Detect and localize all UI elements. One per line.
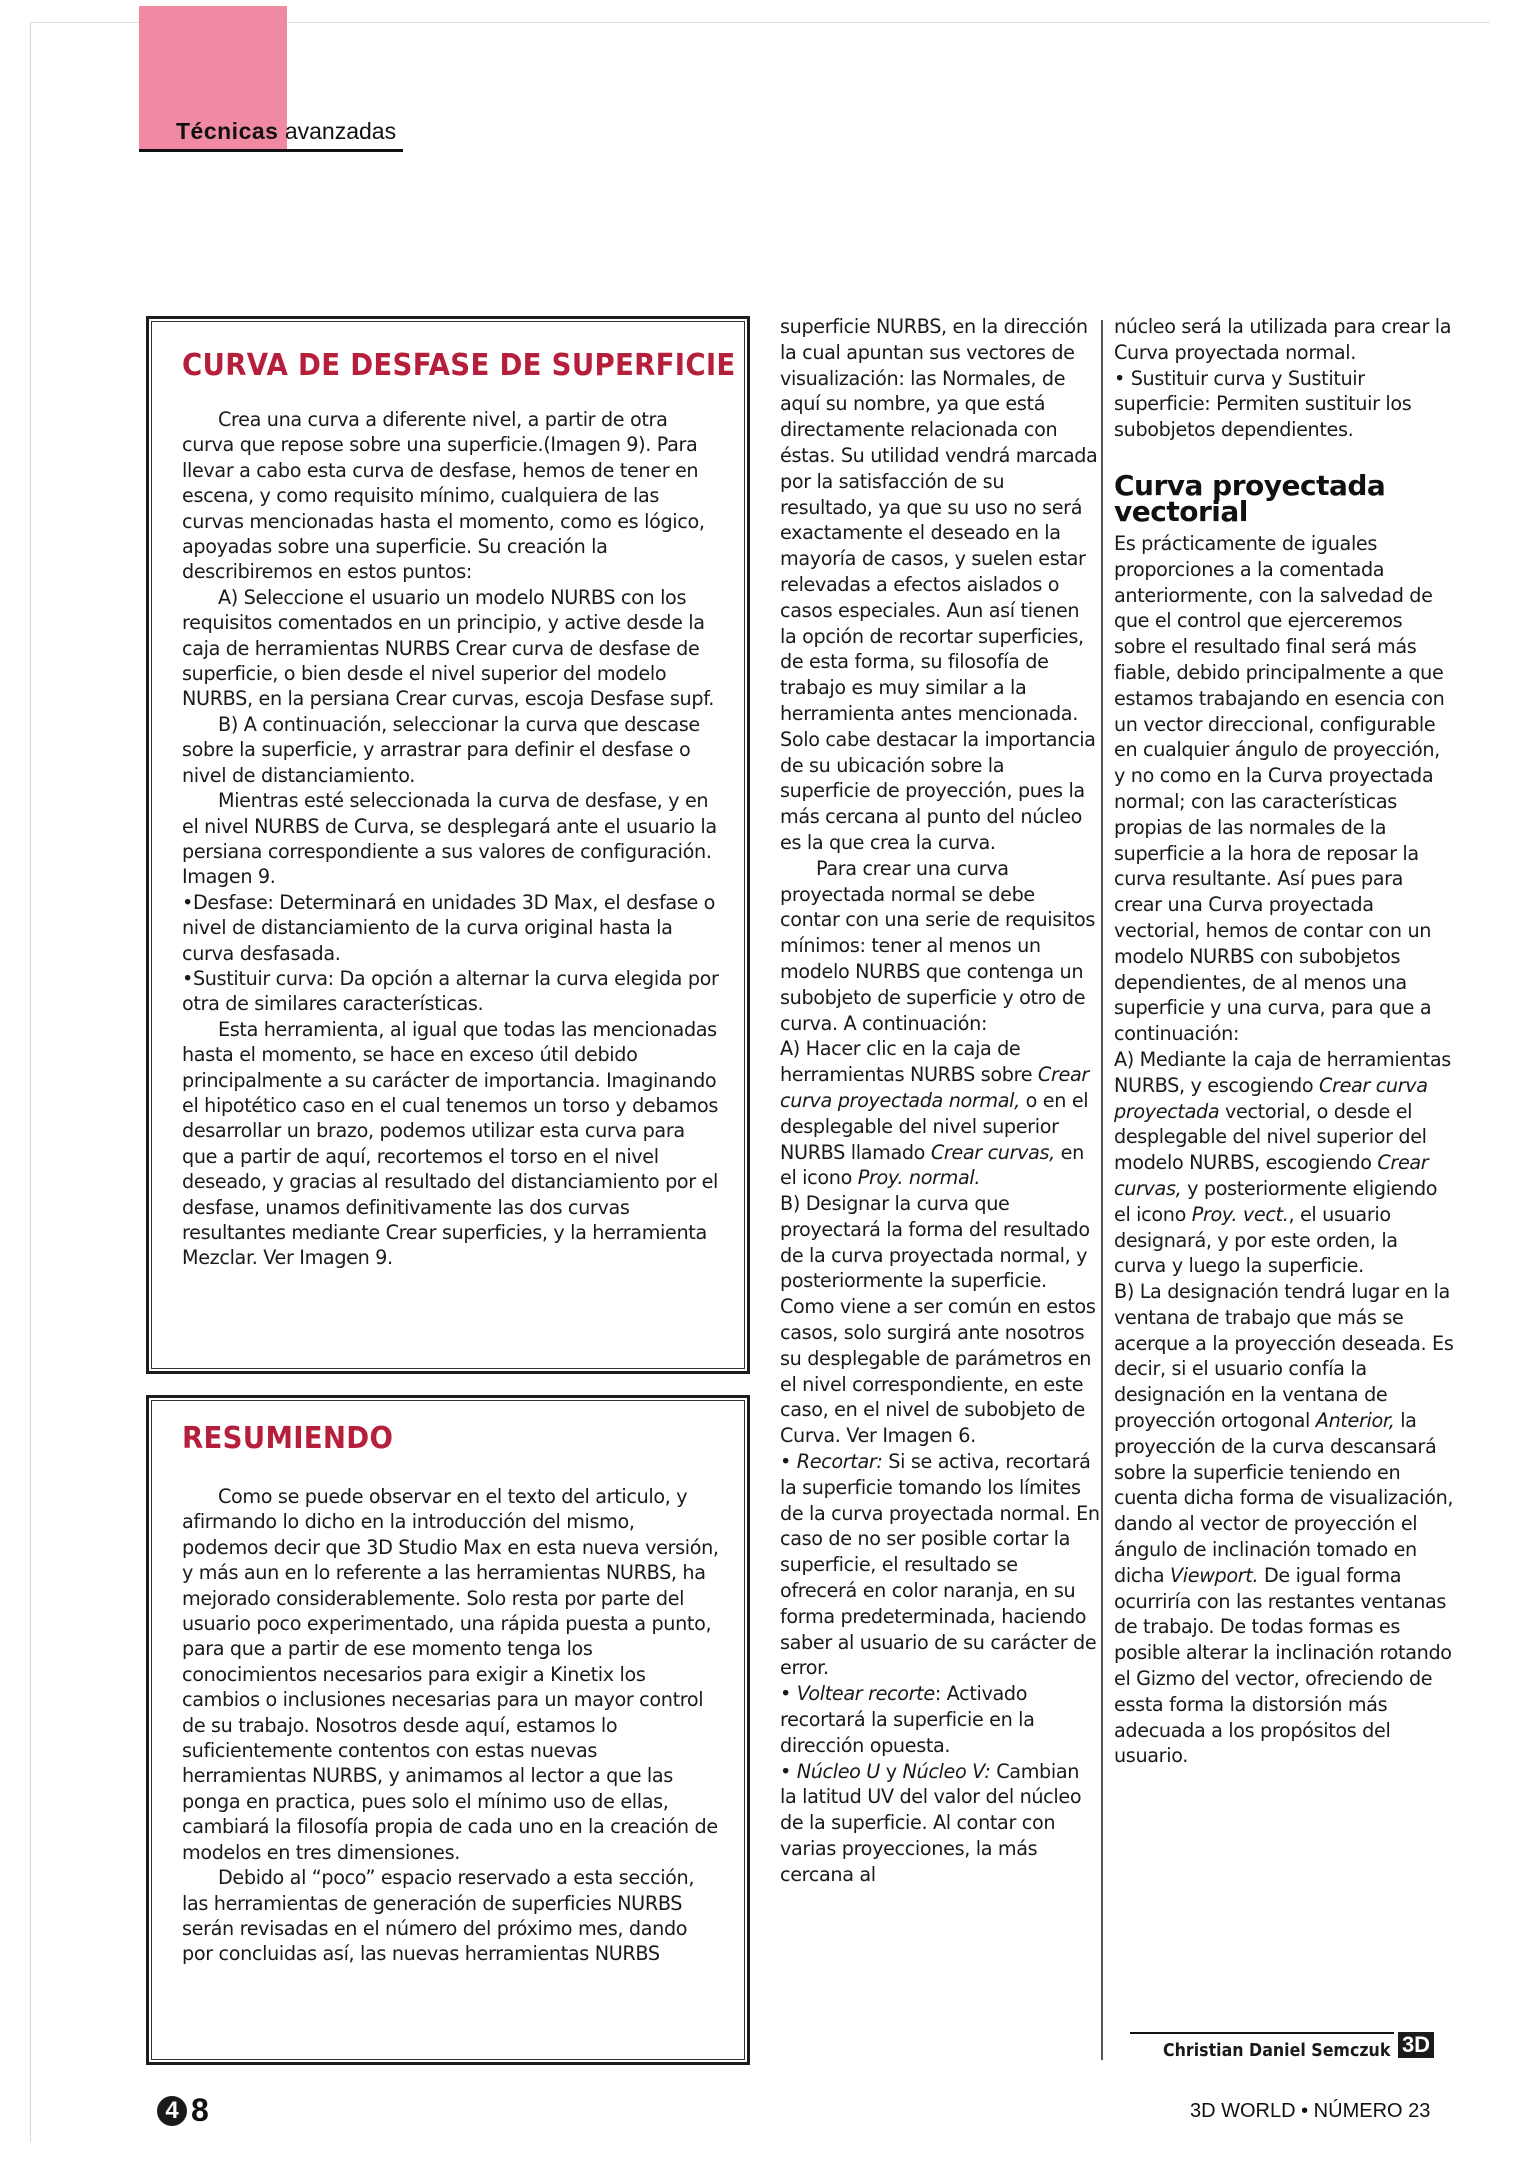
emphasis: Núcleo V: — [902, 1759, 991, 1783]
magazine-footer: 3D WORLD • NÚMERO 23 — [1190, 2100, 1431, 2122]
text: , el usuario designará, y por este orden, la curva y luego la superficie. — [1114, 1202, 1398, 1278]
author-rule — [1130, 2032, 1394, 2034]
paragraph: Para crear una curva proyectada normal se debe contar con una serie de requisitos mínimos: tener al menos un modelo NURBS que contenga un subobjeto de superficie y otro de curva. A continuación: — [780, 856, 1096, 1035]
emphasis: Crear curva proyectada normal, — [780, 1063, 1089, 1112]
emphasis: Anterior, — [1315, 1409, 1395, 1433]
text: A) Hacer clic en la caja de herramientas NURBS sobre — [780, 1037, 1038, 1087]
paragraph: superficie NURBS, en la dirección la cual apuntan sus vectores de visualización: las Normales, de aquí su nombre, ya que está directamente relacionada con éstas. Su utilidad vendrá marcada por la satisfacción de su resultado, ya que su uso no será exactamente el deseado en la mayoría de casos, y suelen estar relevadas a efectos aislados o casos especiales. Aun así tienen la opción de recortar superficies, de esta forma, su filosofía de trabajo es muy similar a la herramienta antes mencionada. Solo cabe destacar la importancia de su ubicación sobre la superficie de proyección, pues la más cercana al punto del núcleo es la que crea la curva. — [780, 315, 1098, 854]
page-edge-left — [30, 22, 31, 2142]
bullet-item: • Voltear recorte: Activado recortará la superficie en la dirección opuesta. — [780, 1682, 1035, 1757]
box-title: RESUMIENDO — [182, 1421, 394, 1456]
page-number — [157, 2092, 209, 2129]
paragraph: Crea una curva a diferente nivel, a partir de otra curva que repose sobre una superficie.(Imagen 9). Para llevar a cabo esta curva de desfase, hemos de tener en escena, y como requisito mínimo, cualquiera de las curvas mencionadas hasta el momento, como es lógico, apoyadas sobre una superficie. Su creación la describiremos en estos puntos: — [182, 408, 705, 584]
paragraph: Como se puede observar en el texto del articulo, y afirmando lo dicho en la introducción del mismo, podemos decir que 3D Studio Max en esta nueva versión, y más aun en lo referente a las herramientas NURBS, ha mejorado considerablemente. Solo resta por parte del usuario poco experimentado, una rápida puesta a punto, para que a partir de ese momento tenga los conocimientos necesarios para exigir a Kinetix los cambios o inclusiones necesarias para un mayor control de su trabajo. Nosotros desde aquí, estamos lo suficientemente contentos con estas nuevas herramientas NURBS, y animamos al lector a que las ponga en practica, pues solo el mínimo uso de ellas, cambiará la filosofía propia de cada uno en la creación de modelos en tres dimensiones. — [182, 1485, 719, 1864]
article-column-middle — [780, 314, 1100, 1888]
box-body — [182, 407, 721, 1271]
subheading: Curva proyectada vectorial — [1114, 468, 1386, 528]
3d-logo-badge: 3D — [1398, 2032, 1434, 2058]
emphasis: Crear curva proyectada — [1114, 1073, 1428, 1123]
box-title: CURVA DE DESFASE DE SUPERFICIE — [182, 348, 736, 383]
emphasis: Proy. normal. — [857, 1166, 981, 1190]
emphasis: Voltear recorte — [796, 1682, 935, 1706]
paragraph: núcleo será la utilizada para crear la Curva proyectada normal. — [1114, 315, 1452, 364]
text: en el icono — [780, 1140, 1084, 1190]
section-header-bold: Técnicas — [176, 118, 279, 144]
paragraph: B) A continuación, seleccionar la curva que descase sobre la superficie, y arrastrar para definir el desfase o nivel de distanciamiento. — [182, 712, 700, 787]
paragraph: Como viene a ser común en estos casos, solo surgirá ante nosotros su desplegable de parámetros en el nivel correspondiente, en este caso, en el nivel de subobjeto de Curva. Ver Imagen 6. — [780, 1295, 1096, 1448]
text: Si se activa, recortará la superficie tomando los límites de la curva proyectada normal. En caso de no ser posible cortar la superficie, el resultado se ofrecerá en color naranja, en su forma predeterminada, haciendo saber al usuario de su carácter de error. — [780, 1450, 1100, 1680]
sidebar-box-curva-desfase — [146, 316, 750, 1374]
emphasis: Proy. vect. — [1191, 1202, 1289, 1226]
emphasis: Recortar: — [796, 1450, 883, 1474]
emphasis: Viewport. — [1169, 1563, 1259, 1587]
bullet-item: • Recortar: Si se activa, recortará la superficie tomando los límites de la curva proyectada normal. En caso de no ser posible cortar la superficie, el resultado se ofrecerá en color naranja, en su forma predeterminada, haciendo saber al usuario de su carácter de error. — [780, 1450, 1100, 1680]
text: De igual forma ocurriría con las restantes ventanas de trabajo. De todas formas es posible alterar la inclinación rotando el Gizmo del vector, ofreciendo de essta forma la distorsión más adecuada a los propósitos del usuario. — [1114, 1563, 1452, 1768]
column-divider — [1101, 320, 1103, 2060]
bullet-item: •Desfase: Determinará en unidades 3D Max, el desfase o nivel de distanciamiento de la curva original hasta la curva desfasada. — [182, 890, 716, 965]
emphasis: Crear curvas, — [930, 1140, 1055, 1164]
bullet-item: •Sustituir curva: Da opción a alternar la curva elegida por otra de similares características. — [182, 966, 719, 1016]
page-number-circle-icon: 4 — [157, 2096, 187, 2126]
paragraph: Debido al “poco” espacio reservado a esta sección, las herramientas de generación de superficies NURBS serán revisadas en el número del próximo mes, dando por concluidas así, las nuevas herramientas NURBS — [182, 1866, 695, 1966]
emphasis: Crear curvas, — [1114, 1151, 1429, 1200]
text: y posteriormente eligiendo el icono — [1114, 1176, 1438, 1226]
emphasis: Núcleo U — [796, 1759, 881, 1783]
text: Cambian la latitud UV del valor del núcleo de la superficie. Al contar con varias proyecciones, la más cercana al — [780, 1759, 1082, 1886]
page-number-digit: 8 — [191, 2092, 209, 2128]
step-b: B) Designar la curva que proyectará la forma del resultado de la curva proyectada normal, y posteriormente la superficie. — [780, 1192, 1090, 1293]
sidebar-box-resumiendo — [146, 1395, 750, 2065]
bullet-item: • Núcleo U y Núcleo V: Cambian la latitud UV del valor del núcleo de la superficie. Al contar con varias proyecciones, la más cercana al — [780, 1759, 1082, 1886]
paragraph: Es prácticamente de iguales proporciones a la comentada anteriormente, con la salvedad de que el control que ejerceremos sobre el resultado final será más fiable, debido principalmente a que estamos trabajando en esencia con un vector direccional, configurable en cualquier ángulo de proyección, y no como en la Curva proyectada normal; con las características propias de las normales de la superficie a la hora de reposar la curva resultante. Así pues para crear una Curva proyectada vectorial, hemos de contar con un modelo NURBS con subobjetos dependientes, de al menos una superficie y una curva, para que a continuación: — [1114, 531, 1445, 1046]
text: y — [880, 1759, 903, 1783]
header-underline — [139, 149, 403, 152]
paragraph: Mientras esté seleccionada la curva de desfase, y en el nivel NURBS de Curva, se desplegará ante el usuario la persiana correspondiente a sus valores de configuración. Imagen 9. — [182, 789, 717, 889]
text: la proyección de la curva descansará sobre la superficie teniendo en cuenta dicha forma de visualización, dando al vector de proyección el ángulo de inclinación tomado en dicha — [1114, 1409, 1454, 1587]
text: vectorial, o desde el desplegable del nivel superior del modelo NURBS, escogiendo — [1114, 1099, 1427, 1175]
step-b — [1114, 1279, 1454, 1769]
section-header — [176, 118, 396, 145]
paragraph: A) Seleccione el usuario un modelo NURBS con los requisitos comentados en un principio, y active desde la caja de herramientas NURBS Crear curva de desfase de superficie, o bien desde el nivel superior del modelo NURBS, en la persiana Crear curvas, escoja Desfase supf. — [182, 585, 714, 711]
text: B) La designación tendrá lugar en la ventana de trabajo que más se acerque a la proyección deseada. Es decir, si el usuario confía la designación en la ventana de proyección ortogonal — [1114, 1280, 1454, 1433]
step-a — [1114, 1047, 1454, 1279]
article-column-right — [1114, 314, 1454, 1769]
box-body — [182, 1484, 721, 1967]
text: A) Mediante la caja de herramientas NURBS, y escogiendo — [1114, 1047, 1451, 1097]
section-header-rest: avanzadas — [284, 118, 397, 144]
step-a — [780, 1036, 1100, 1191]
author-byline: Christian Daniel Semczuk — [1163, 2040, 1391, 2061]
text: o en el desplegable del nivel superior NURBS llamado — [780, 1088, 1089, 1164]
paragraph: Esta herramienta, al igual que todas las mencionadas hasta el momento, se hace en exceso útil debido principalmente a su carácter de importancia. Imaginando el hipotético caso en el cual tenemos un torso y debamos desarrollar un brazo, podemos utilizar esta curva para que a partir de aquí, recortemos el torso en el nivel deseado, y gracias al resultado del distanciamiento por el desfase, unamos definitivamente las dos curvas resultantes mediante Crear superficies, y la herramienta Mezclar. Ver Imagen 9. — [182, 1017, 719, 1270]
text: : Activado recortará la superficie en la dirección opuesta. — [780, 1682, 1035, 1757]
bullet-item: • Sustituir curva y Sustituir superficie: Permiten sustituir los subobjetos dependientes. — [1114, 366, 1412, 442]
